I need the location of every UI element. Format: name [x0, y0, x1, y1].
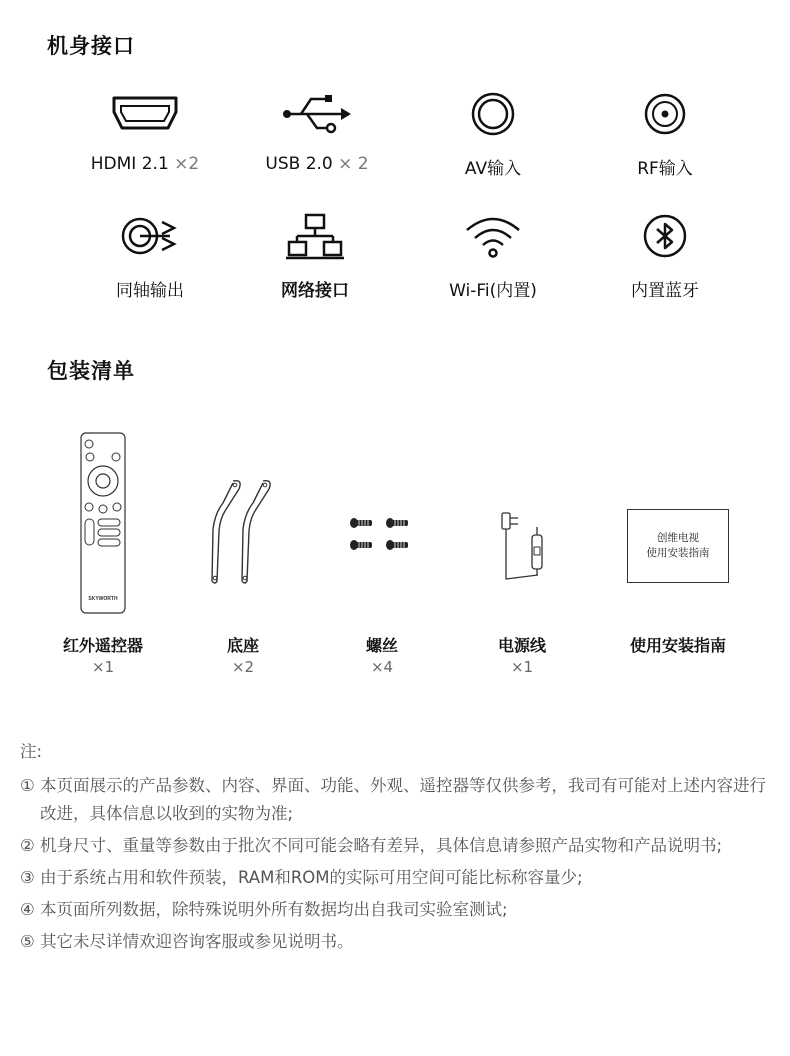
note-text: 本页面展示的产品参数、内容、界面、功能、外观、遥控器等仅供参考，我司有可能对上述内容进行改进，具体信息以收到的实物为准;	[40, 776, 766, 823]
notes-header: 注:	[20, 742, 43, 761]
stand-legs-icon	[168, 425, 318, 615]
port-av	[408, 88, 578, 179]
note-text: 本页面所列数据，除特殊说明外所有数据均出自我司实验室测试;	[40, 900, 508, 919]
note-item	[20, 896, 780, 924]
package-item-power-cord	[447, 425, 597, 676]
port-label: RF输入	[637, 159, 693, 179]
package-item-name: 电源线	[497, 636, 546, 655]
booklet-line-2: 使用安装指南	[646, 547, 710, 559]
power-cord-icon	[447, 425, 597, 615]
package-item-qty: ×4	[370, 658, 394, 676]
package-item-name: 红外遥控器	[62, 636, 143, 655]
port-usb	[232, 88, 402, 174]
note-item	[20, 772, 780, 828]
note-number: ③	[20, 868, 35, 887]
network-icon	[230, 210, 400, 262]
package-item-qty: ×1	[510, 658, 534, 676]
port-label: Wi-Fi(内置)	[449, 281, 537, 301]
package-item-name: 底座	[226, 636, 259, 655]
port-label: USB 2.0	[265, 154, 333, 174]
package-item-qty: ×2	[231, 658, 255, 676]
remote-control-icon	[28, 425, 178, 615]
av-port-icon	[408, 88, 578, 140]
port-label: 网络接口	[281, 281, 349, 301]
package-item-qty: ×1	[91, 658, 115, 676]
rf-port-icon	[580, 88, 750, 140]
port-multiplier: ×2	[174, 154, 200, 174]
package-item-manual	[603, 425, 753, 656]
note-item	[20, 864, 780, 892]
port-bluetooth	[580, 210, 750, 301]
package-item-name: 螺丝	[365, 636, 398, 655]
note-number: ②	[20, 836, 35, 855]
usb-icon	[232, 88, 402, 140]
port-label: 内置蓝牙	[631, 281, 699, 301]
port-label: AV输入	[464, 159, 522, 179]
notes-section	[20, 738, 780, 960]
port-rf	[580, 88, 750, 179]
port-label: HDMI 2.1	[90, 154, 169, 174]
port-wifi	[408, 210, 578, 301]
screws-icon	[307, 425, 457, 615]
manual-booklet-icon	[603, 425, 753, 615]
hdmi-port-icon	[60, 88, 230, 140]
port-multiplier: × 2	[338, 154, 369, 174]
port-hdmi	[60, 88, 230, 174]
note-number: ⑤	[20, 932, 35, 951]
bluetooth-icon	[580, 210, 750, 262]
port-coaxial	[65, 210, 235, 301]
note-number: ①	[20, 776, 35, 795]
package-item-screws	[307, 425, 457, 676]
note-text: 机身尺寸、重量等参数由于批次不同可能会略有差异，具体信息请参照产品实物和产品说明书;	[40, 836, 723, 855]
wifi-icon	[408, 210, 578, 262]
port-network	[230, 210, 400, 301]
ports-section-title: 机身接口	[47, 34, 135, 58]
package-item-name: 使用安装指南	[629, 636, 726, 655]
note-item	[20, 832, 780, 860]
port-label: 同轴输出	[116, 281, 184, 301]
coaxial-output-icon	[65, 210, 235, 262]
package-item-stand	[168, 425, 318, 676]
booklet-line-1: 创维电视	[657, 532, 699, 544]
note-text: 其它未尽详情欢迎咨询客服或参见说明书。	[40, 932, 354, 951]
note-number: ④	[20, 900, 35, 919]
note-text: 由于系统占用和软件预装，RAM和ROM的实际可用空间可能比标称容量少;	[40, 868, 583, 887]
package-section-title: 包装清单	[47, 359, 135, 383]
package-item-remote	[28, 425, 178, 676]
remote-brand-logo: SKYWORTH	[88, 596, 118, 602]
note-item	[20, 928, 780, 956]
